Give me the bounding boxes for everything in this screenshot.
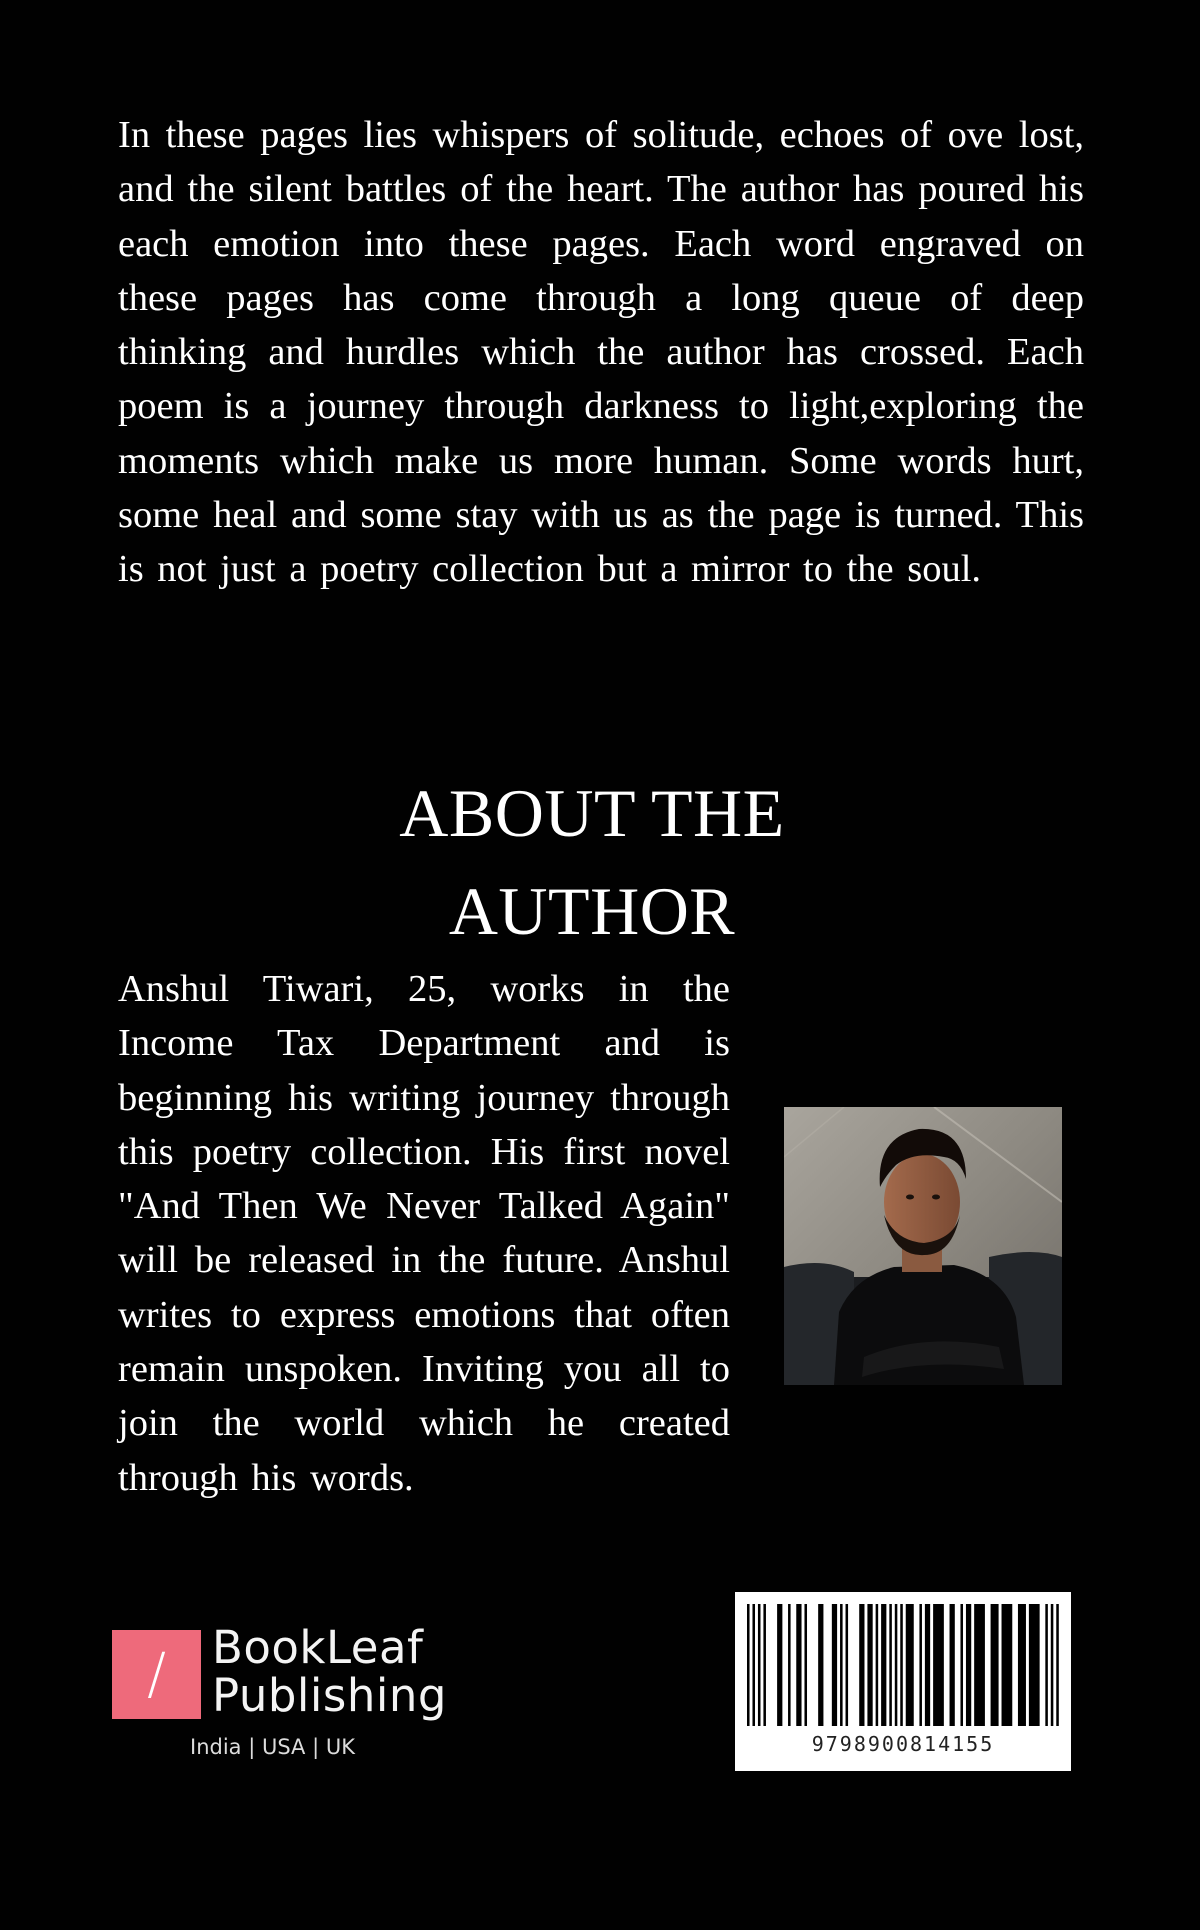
barcode-bar bbox=[876, 1604, 879, 1726]
barcode-bar bbox=[925, 1604, 930, 1726]
barcode-bar bbox=[881, 1604, 886, 1726]
barcode-bar bbox=[752, 1604, 755, 1726]
barcode-bar bbox=[1051, 1604, 1054, 1726]
barcode-bar bbox=[796, 1604, 801, 1726]
publisher-regions: India | USA | UK bbox=[190, 1735, 355, 1759]
barcode-bars bbox=[735, 1592, 1071, 1732]
author-photo bbox=[784, 1107, 1062, 1385]
barcode-bar bbox=[895, 1604, 898, 1726]
barcode-bar bbox=[867, 1604, 872, 1726]
barcode-bar bbox=[960, 1604, 963, 1726]
barcode-bar bbox=[747, 1604, 750, 1726]
barcode-bar bbox=[1029, 1604, 1040, 1726]
publisher-name-line-1: BookLeaf bbox=[212, 1621, 424, 1674]
barcode bbox=[735, 1592, 1071, 1771]
barcode-bar bbox=[1018, 1604, 1026, 1726]
barcode-bar bbox=[900, 1604, 903, 1726]
barcode-bar bbox=[777, 1604, 782, 1726]
about-heading-line-2: AUTHOR bbox=[448, 873, 736, 949]
barcode-bar bbox=[840, 1604, 843, 1726]
barcode-bar bbox=[846, 1604, 849, 1726]
barcode-bar bbox=[1056, 1604, 1059, 1726]
barcode-bar bbox=[788, 1604, 791, 1726]
barcode-bar bbox=[758, 1604, 761, 1726]
barcode-bar bbox=[933, 1604, 944, 1726]
barcode-bar bbox=[1045, 1604, 1048, 1726]
back-cover-blurb: In these pages lies whispers of solitude, echoes of ove lost, and the silent battles of the heart. The author has poured his each emotion into these pages. Each word engraved on these pages has come through a long queue of deep thinking and hurdles which the author has crossed. Each poem is a journey through darkness to light,exploring the moments which make us more human. Some words hurt, some heal and some stay with us as the page is turned. This is not just a poetry collection but a mirror to the soul. bbox=[118, 114, 1084, 591]
barcode-bar bbox=[906, 1604, 914, 1726]
barcode-bar bbox=[804, 1604, 807, 1726]
publisher-logo-slash: / bbox=[147, 1642, 166, 1707]
author-bio: Anshul Tiwari, 25, works in the Income Tax Department and is beginning his writing journey through this poetry collection. His first novel "And Then We Never Talked Again" will be released in the future. Anshul writes to express emotions that often remain unspoken. Inviting you all to join the world which he created through his words. bbox=[118, 968, 730, 1499]
barcode-bar bbox=[1002, 1604, 1013, 1726]
barcode-bar bbox=[950, 1604, 955, 1726]
isbn-number: 9798900814155 bbox=[811, 1732, 995, 1756]
barcode-bar bbox=[859, 1604, 864, 1726]
barcode-bar bbox=[818, 1604, 823, 1726]
publisher-logo bbox=[112, 1621, 452, 1770]
barcode-bar bbox=[974, 1604, 985, 1726]
barcode-bar bbox=[919, 1604, 922, 1726]
about-author-heading bbox=[280, 764, 904, 960]
author-photo-illustration bbox=[784, 1107, 1062, 1385]
barcode-bar bbox=[889, 1604, 892, 1726]
barcode-bar bbox=[966, 1604, 971, 1726]
publisher-name-line-2: Publishing bbox=[212, 1669, 447, 1722]
barcode-bar bbox=[763, 1604, 766, 1726]
barcode-bar bbox=[832, 1604, 837, 1726]
about-heading-line-1: ABOUT THE bbox=[399, 775, 785, 851]
barcode-bar bbox=[991, 1604, 999, 1726]
